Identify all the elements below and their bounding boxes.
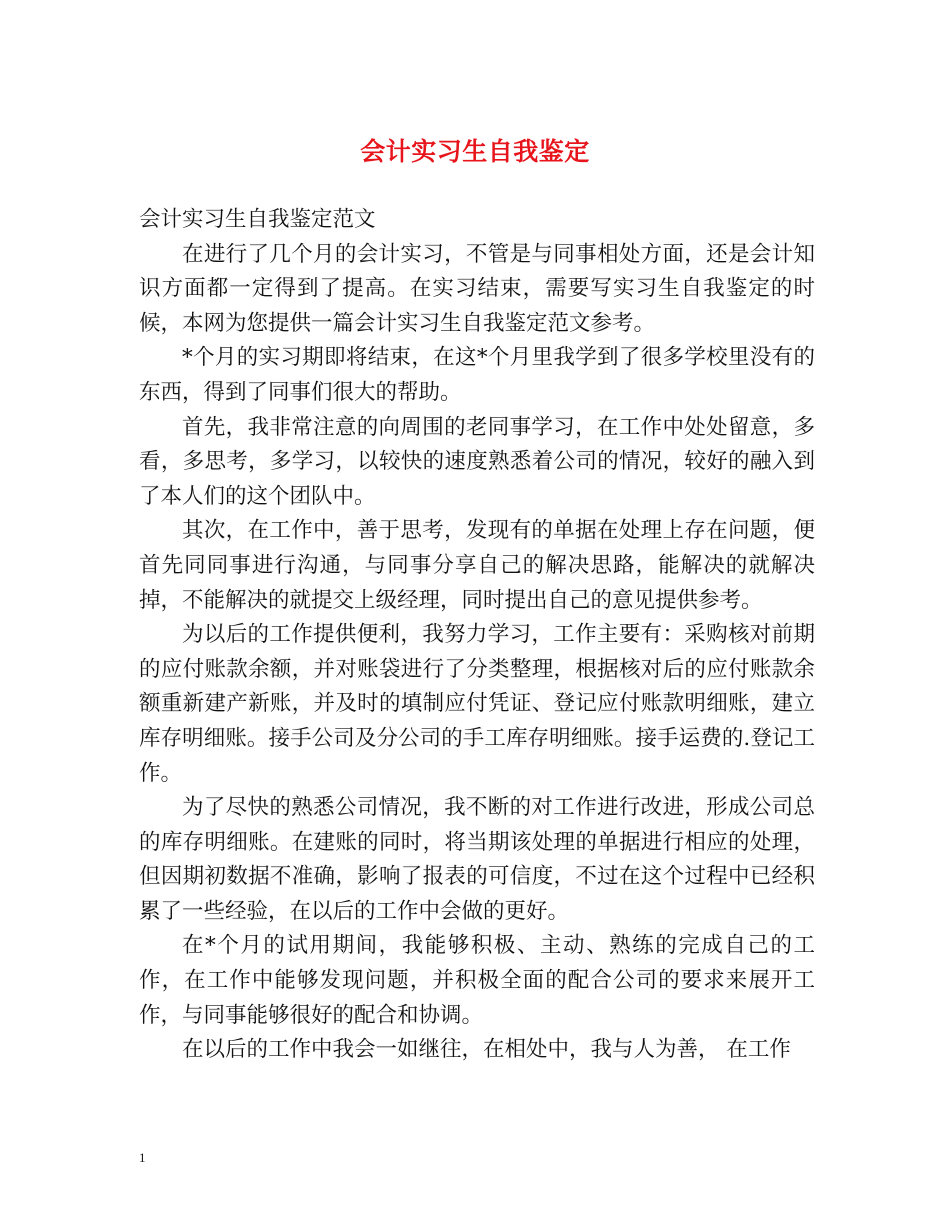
paragraph-7: 在*个月的试用期间，我能够积极、主动、熟练的完成自己的工作，在工作中能够发现问题，并积极全面的配合公司的要求来展开工作，与同事能够很好的配合和协调。 [139,933,815,1028]
document-body [139,203,815,1068]
paragraph-1: 在进行了几个月的会计实习，不管是与同事相处方面，还是会计知识方面都一定得到了提高。在实习结束，需要写实习生自我鉴定的时候，本网为您提供一篇会计实习生自我鉴定范文参考。 [139,241,815,336]
paragraph-8: 在以后的工作中我会一如继往，在相处中，我与人为善， 在工作 [182,1037,791,1063]
document-title: 会计实习生自我鉴定 [360,137,590,166]
paragraph-5: 为以后的工作提供便利，我努力学习，工作主要有：采购核对前期的应付账款余额，并对账袋进行了分类整理，根据核对后的应付账款余额重新建产新账，并及时的填制应付凭证、登记应付账款明细账，建立库存明细账。接手公司及分公司的手工库存明细账。接手运费的.登记工作。 [139,622,815,786]
paragraph-6: 为了尽快的熟悉公司情况，我不断的对工作进行改进，形成公司总的库存明细账。在建账的同时，将当期该处理的单据进行相应的处理，但因期初数据不准确，影响了报表的可信度，不过在这个过程中已经积累了一些经验，在以后的工作中会做的更好。 [139,795,815,924]
document-subtitle: 会计实习生自我鉴定范文 [139,207,376,232]
paragraph-2: *个月的实习期即将结束，在这*个月里我学到了很多学校里没有的东西，得到了同事们很大的帮助。 [139,345,815,405]
page-number: 1 [139,1150,146,1165]
paragraph-4: 其次，在工作中，善于思考，发现有的单据在处理上存在问题，便首先同同事进行沟通，与同事分享自己的解决思路，能解决的就解决掉，不能解决的就提交上级经理，同时提出自己的意见提供参考。 [139,518,815,613]
paragraph-3: 首先，我非常注意的向周围的老同事学习，在工作中处处留意，多看，多思考，多学习，以较快的速度熟悉着公司的情况，较好的融入到了本人们的这个团队中。 [139,414,815,509]
